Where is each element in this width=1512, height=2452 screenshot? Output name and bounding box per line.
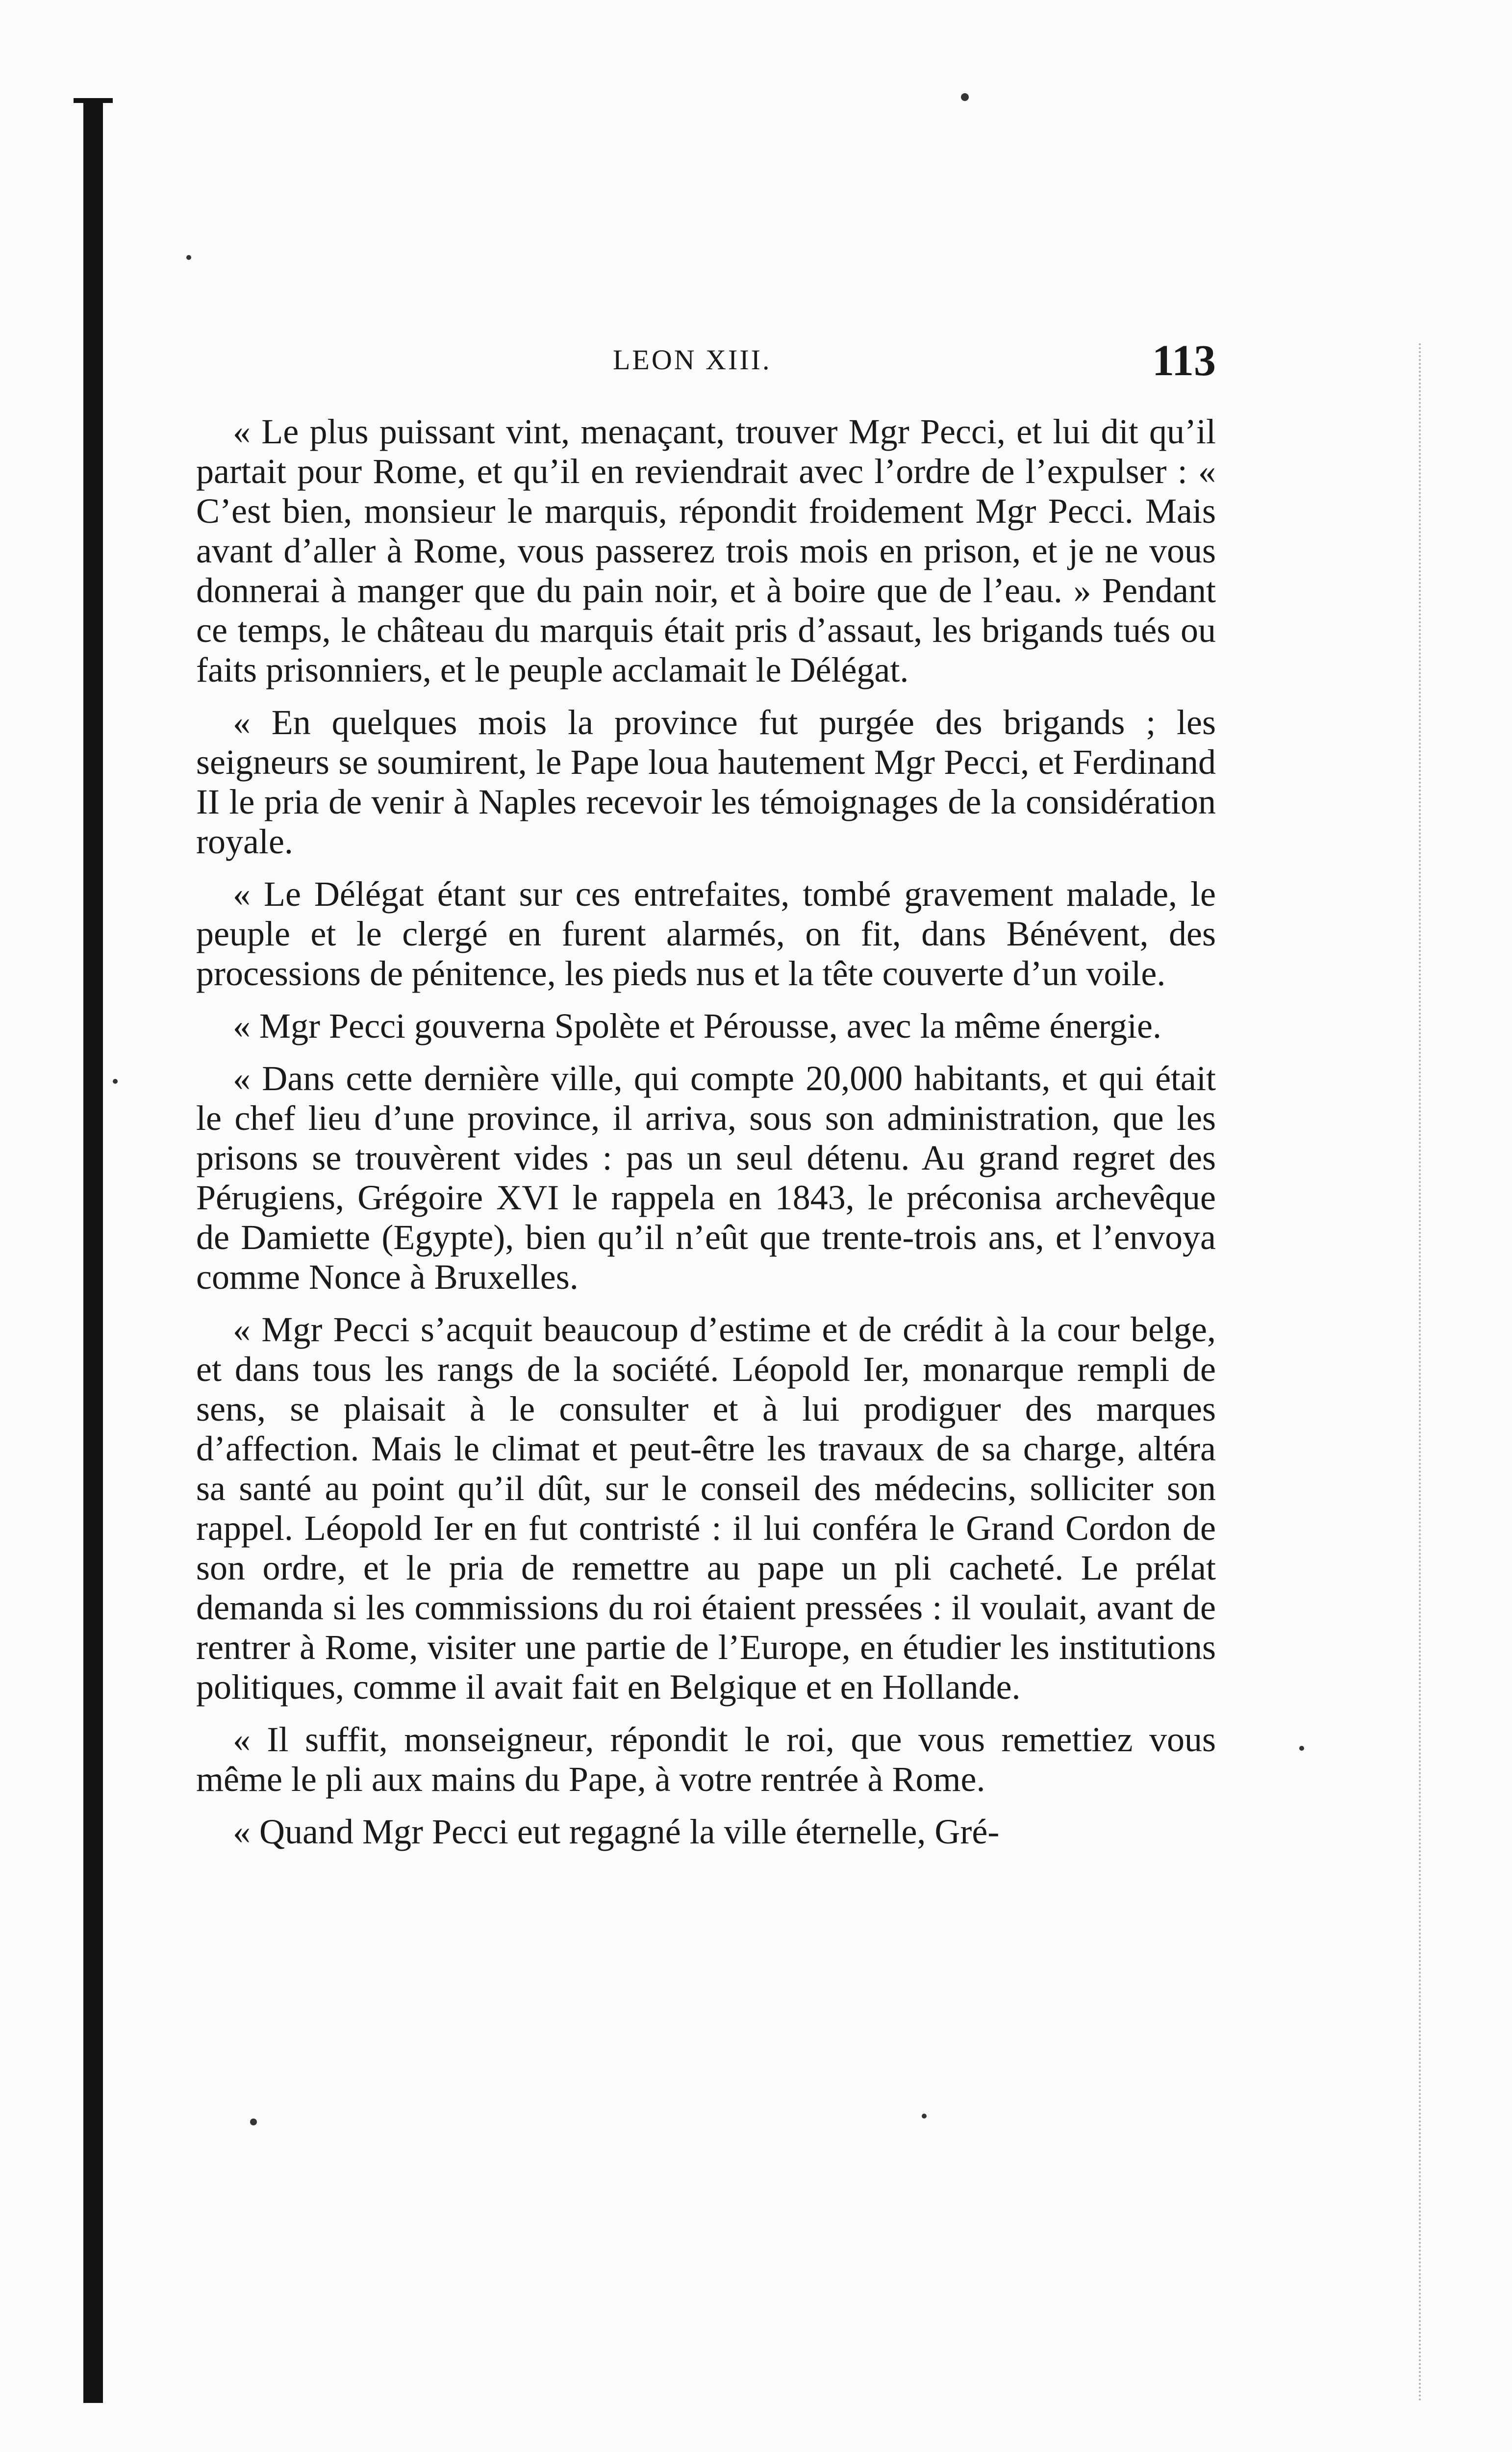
ink-speck bbox=[250, 2119, 257, 2125]
ink-speck bbox=[113, 1079, 118, 1084]
ink-speck bbox=[961, 93, 969, 101]
ink-speck bbox=[1299, 1746, 1304, 1751]
ink-speck bbox=[186, 255, 191, 260]
ink-speck bbox=[922, 2114, 927, 2119]
running-title: LEON XIII. bbox=[613, 344, 772, 376]
paragraph: « Dans cette dernière ville, qui compte 20,000 habitants, et qui était le chef lieu d’une province, il arriva, sous son administration, que les prisons se trouvèrent vides : pas un seul détenu. Au grand regret des Pérugiens, Grégoire XVI le rappela en 1843, le préconisa archevêque de Damiette (Egypte), bien qu’il n’eût que trente-trois ans, et l’envoya comme Nonce à Bruxelles. bbox=[196, 1059, 1216, 1297]
body-text bbox=[196, 412, 1216, 1852]
paragraph: « En quelques mois la province fut purgée des brigands ; les seigneurs se soumirent, le Pape loua hautement Mgr Pecci, et Ferdinand II le pria de venir à Naples recevoir les témoignages de la considération royale. bbox=[196, 703, 1216, 861]
paragraph: « Le Délégat étant sur ces entrefaites, tombé gravement malade, le peuple et le clergé en furent alarmés, on fit, dans Bénévent, des processions de pénitence, les pieds nus et la tête couverte d’un voile. bbox=[196, 874, 1216, 993]
binding-edge-rule bbox=[83, 98, 103, 2403]
paragraph: « Il suffit, monseigneur, répondit le roi, que vous remettiez vous même le pli aux mains du Pape, à votre rentrée à Rome. bbox=[196, 1720, 1216, 1799]
paragraph: « Quand Mgr Pecci eut regagné la ville éternelle, Gré- bbox=[233, 1812, 1000, 1851]
paragraph: « Le plus puissant vint, menaçant, trouver Mgr Pecci, et lui dit qu’il partait pour Rome, et qu’il en reviendrait avec l’ordre de l’expulser : « C’est bien, monsieur le marquis, répondit froidement Mgr Pecci. Mais avant d’aller à Rome, vous passerez trois mois en prison, et je ne vous donnerai à manger que du pain noir, et à boire que de l’eau. » Pendant ce temps, le château du marquis était pris d’assaut, les brigands tués ou faits prisonniers, et le peuple acclamait le Délégat. bbox=[196, 412, 1216, 690]
paragraph: « Mgr Pecci s’acquit beaucoup d’estime et de crédit à la cour belge, et dans tous les rangs de la société. Léopold Ier, monarque rempli de sens, se plaisait à le consulter et à lui prodiguer des marques d’affection. Mais le climat et peut-être les travaux de sa charge, altéra sa santé au point qu’il dût, sur le conseil des médecins, solliciter son rappel. Léopold Ier en fut contristé : il lui conféra le Grand Cordon de son ordre, et le pria de remettre au pape un pli cacheté. Le prélat demanda si les commissions du roi étaient pressées : il voulait, avant de rentrer à Rome, visiter une partie de l’Europe, en étudier les institutions politiques, comme il avait fait en Belgique et en Hollande. bbox=[196, 1310, 1216, 1707]
paragraph: « Mgr Pecci gouverna Spolète et Pérousse, avec la même énergie. bbox=[233, 1006, 1162, 1046]
running-header bbox=[196, 336, 1216, 397]
page-edge-dots bbox=[1419, 343, 1424, 2403]
page-number: 113 bbox=[1152, 336, 1216, 385]
